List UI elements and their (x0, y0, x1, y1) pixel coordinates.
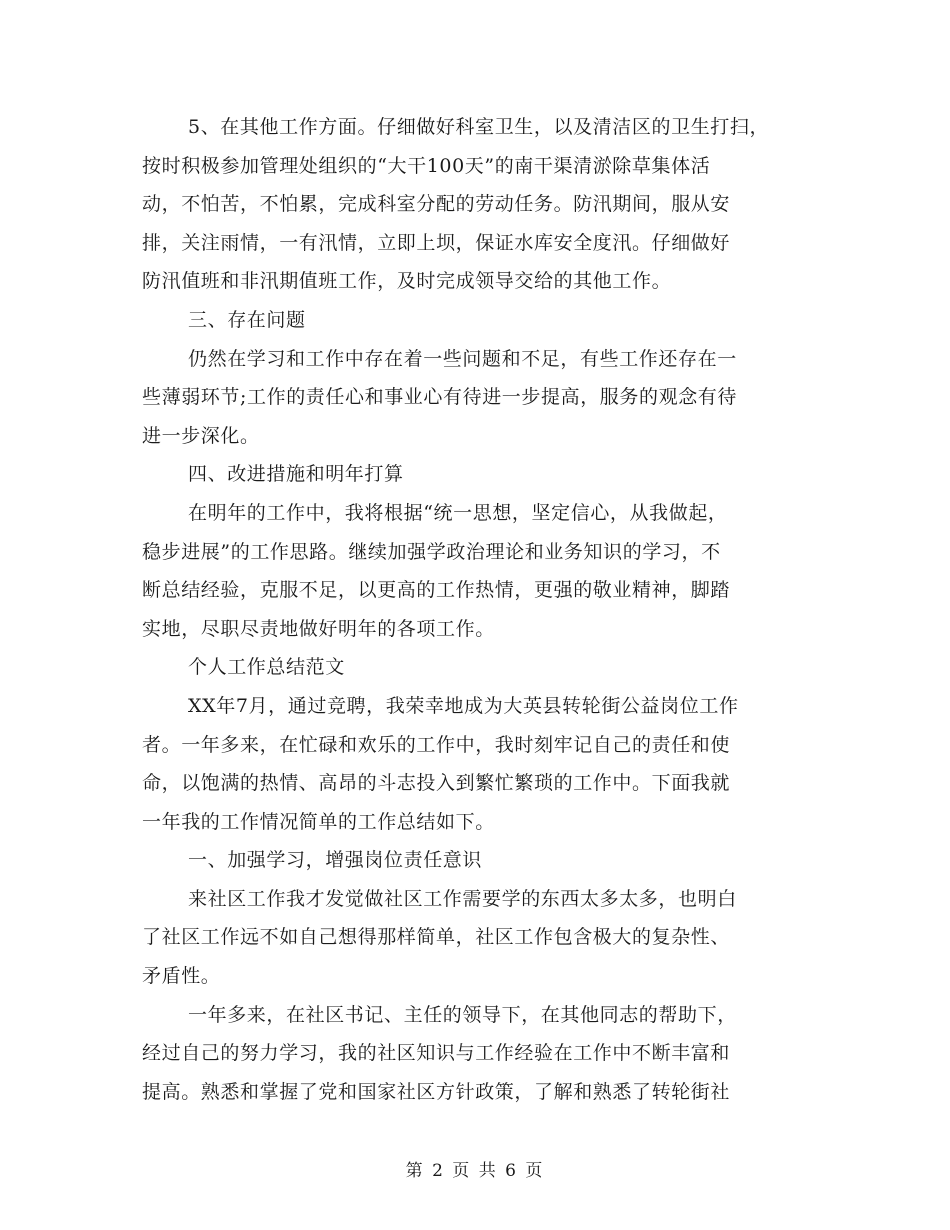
text-line: 稳步进展”的工作思路。继续加强学政治理论和业务知识的学习，不 (142, 540, 721, 563)
text-line: 排，关注雨情，一有汛情，立即上坝，保证水库安全度汛。仔细做好 (142, 231, 731, 254)
text-line: 矛盾性。 (142, 965, 221, 988)
text-line: 动，不怕苦，不怕累，完成科室分配的劳动任务。防汛期间，服从安 (142, 193, 731, 216)
text-line: 按时积极参加管理处组织的“大干100天”的南干渠清淤除草集体活 (142, 154, 711, 177)
text-line: 来社区工作我才发觉做社区工作需要学的东西太多太多，也明白 (188, 887, 737, 910)
text-line: 一年多来，在社区书记、主任的领导下，在其他同志的帮助下， (188, 1003, 737, 1026)
text-line: 在明年的工作中，我将根据“统一思想，坚定信心，从我做起， (188, 501, 728, 524)
text-line: 个人工作总结范文 (188, 656, 345, 679)
text-line: 防汛值班和非汛期值班工作，及时完成领导交给的其他工作。 (142, 270, 672, 293)
page-number-footer: 第 2 页 共 6 页 (405, 1161, 545, 1181)
text-line: 些薄弱环节;工作的责任心和事业心有待进一步提高，服务的观念有待 (142, 386, 738, 409)
text-line: 仍然在学习和工作中存在着一些问题和不足，有些工作还存在一 (188, 347, 737, 370)
text-line: 命，以饱满的热情、高昂的斗志投入到繁忙繁琐的工作中。下面我就 (142, 772, 731, 795)
text-line: 提高。熟悉和掌握了党和国家社区方针政策，了解和熟悉了转轮街社 (142, 1080, 731, 1103)
text-line: 进一步深化。 (142, 424, 260, 447)
text-line: 5、在其他工作方面。仔细做好科室卫生，以及清洁区的卫生打扫， (188, 116, 770, 138)
text-line: 了社区工作远不如自己想得那样简单，社区工作包含极大的复杂性、 (142, 926, 731, 949)
text-line: 三、存在问题 (188, 308, 306, 331)
text-line: 实地，尽职尽责地做好明年的各项工作。 (142, 617, 495, 640)
document-body (142, 108, 832, 1111)
text-line: 一、加强学习，增强岗位责任意识 (188, 849, 483, 872)
text-line: 一年我的工作情况简单的工作总结如下。 (142, 810, 495, 833)
text-line: 断总结经验，克服不足，以更高的工作热情，更强的敬业精神，脚踏 (142, 579, 731, 602)
text-line: 四、改进措施和明年打算 (188, 463, 404, 486)
text-line: 者。一年多来，在忙碌和欢乐的工作中，我时刻牢记自己的责任和使 (142, 733, 731, 756)
text-line: XX年7月，通过竞聘，我荣幸地成为大英县转轮街公益岗位工作 (188, 694, 739, 717)
text-line: 经过自己的努力学习，我的社区知识与工作经验在工作中不断丰富和 (142, 1042, 731, 1065)
